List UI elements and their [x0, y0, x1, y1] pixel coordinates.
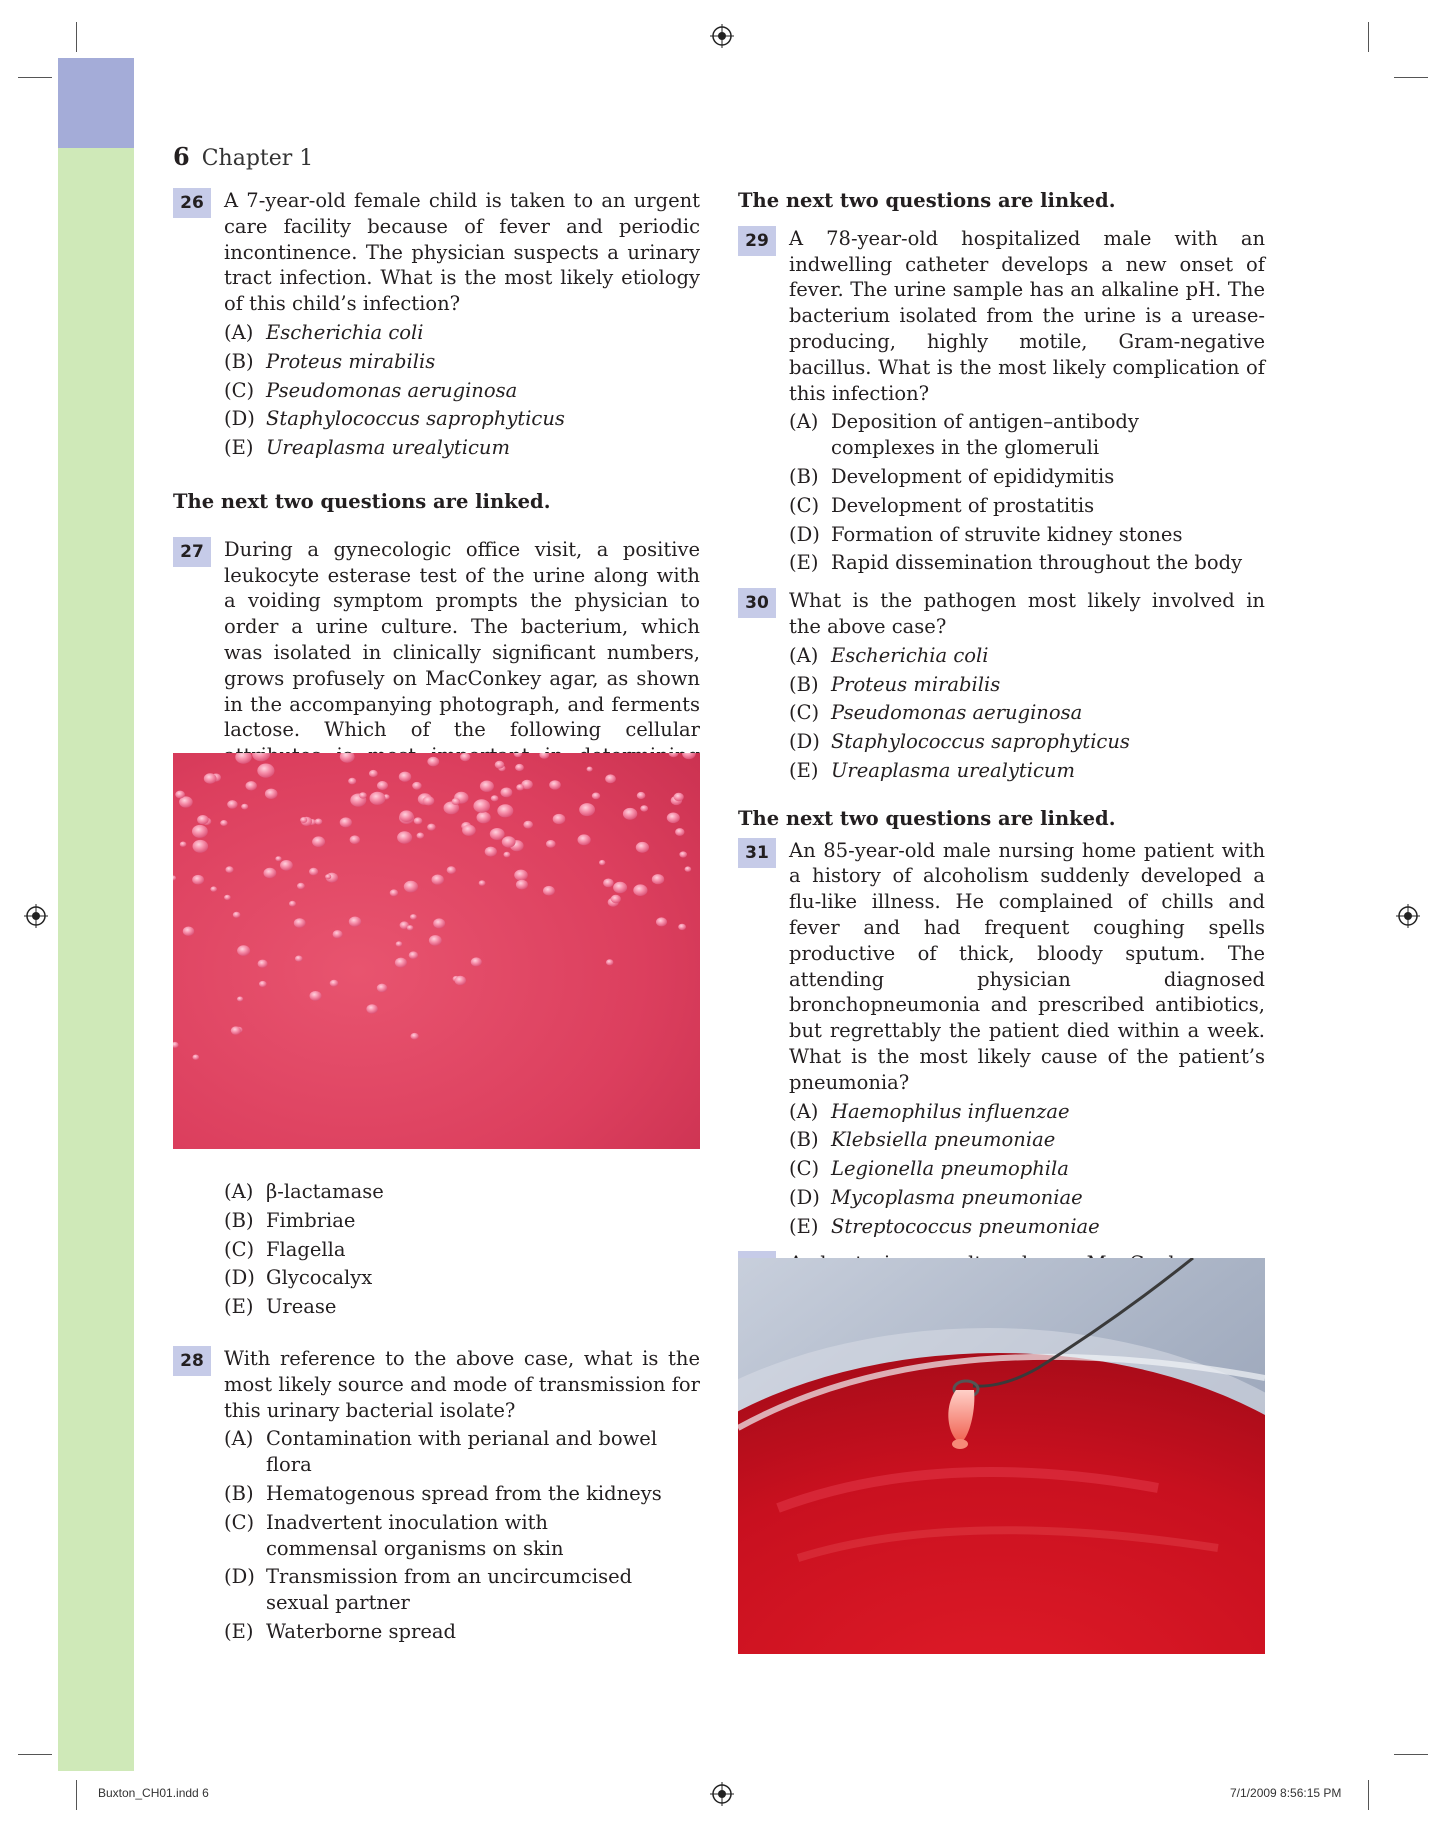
answer-option: (B) Proteus mirabilis	[789, 672, 1001, 696]
question-30	[738, 588, 1265, 784]
crop-mark	[18, 77, 52, 78]
running-header	[173, 142, 313, 171]
chapter-label: Chapter 1	[201, 146, 314, 171]
answer-option: (E) Ureaplasma urealyticum	[224, 436, 510, 460]
answer-options	[789, 643, 1265, 784]
question-number-badge: 28	[173, 1346, 211, 1376]
answer-options	[224, 1426, 700, 1644]
question-number-badge: 29	[738, 226, 776, 256]
registration-mark-icon	[24, 904, 48, 928]
left-column	[173, 188, 700, 823]
linked-questions-note: The next two questions are linked.	[738, 189, 1116, 212]
answer-option: (E) Streptococcus pneumoniae	[789, 1214, 1100, 1238]
question-stem: What is the pathogen most likely involved in the above case?	[789, 589, 1265, 638]
registration-mark-icon	[710, 1782, 734, 1806]
answer-option: (E) Urease	[224, 1295, 337, 1319]
question-stem: A 78-year-old hospitalized male with an indwelling catheter develops a new onset of fever. The urine sample has an alkaline pH. The bacterium isolated from the urine is a urease-producing, highly motile, Gram-negative bacillus. What is the most likely complication of this infection?	[789, 226, 1265, 405]
question-31	[738, 838, 1265, 1240]
answer-option: (E) Ureaplasma urealyticum	[789, 758, 1075, 782]
registration-mark-icon	[1396, 904, 1420, 928]
answer-option: (E) Waterborne spread	[224, 1619, 456, 1643]
answer-option: (D) Mycoplasma pneumoniae	[789, 1185, 1083, 1209]
answer-option: (C) Pseudomonas aeruginosa	[224, 378, 518, 402]
answer-options	[224, 1179, 700, 1320]
page-number: 6	[173, 142, 190, 171]
answer-option: (D) Transmission from an uncircumcised sexual partner	[224, 1565, 633, 1615]
linked-questions-note: The next two questions are linked.	[738, 806, 1116, 830]
slug-file-name: Buxton_CH01.indd 6	[98, 1786, 209, 1800]
question-29	[738, 226, 1265, 576]
answer-option: (C) Legionella pneumophila	[789, 1157, 1069, 1181]
crop-mark	[1394, 77, 1428, 78]
crop-mark	[1394, 1754, 1428, 1755]
answer-option: (B) Development of epididymitis	[789, 464, 1115, 488]
crop-mark	[1368, 1780, 1369, 1810]
answer-options	[224, 320, 700, 461]
answer-option: (B) Proteus mirabilis	[224, 349, 436, 373]
answer-option: (C) Development of prostatitis	[789, 493, 1095, 517]
question-number-badge: 26	[173, 188, 211, 218]
left-column-continued	[173, 1176, 700, 1645]
answer-option: (D) Glycocalyx	[224, 1266, 373, 1290]
crop-mark	[76, 1780, 77, 1810]
answer-option: (D) Staphylococcus saprophyticus	[789, 730, 1130, 754]
margin-color-tab	[58, 58, 134, 148]
question-26	[173, 188, 700, 461]
answer-option: (D) Formation of struvite kidney stones	[789, 522, 1183, 546]
answer-option: (E) Rapid dissemination throughout the body	[789, 551, 1243, 575]
right-column	[738, 188, 1265, 1408]
answer-option: (B) Hematogenous spread from the kidneys	[224, 1481, 662, 1505]
slug-timestamp: 7/1/2009 8:56:15 PM	[1230, 1786, 1342, 1800]
answer-option: (B) Klebsiella pneumoniae	[789, 1128, 1056, 1152]
question-stem: With reference to the above case, what is the most likely source and mode of transmission for this urinary bacterial isolate?	[224, 1346, 700, 1422]
question-number-badge: 31	[738, 838, 776, 868]
answer-option: (C) Flagella	[224, 1237, 346, 1261]
crop-mark	[76, 22, 77, 52]
crop-mark	[1368, 22, 1369, 52]
linked-questions-note: The next two questions are linked.	[173, 489, 551, 513]
margin-color-bar	[58, 58, 134, 1771]
question-28	[173, 1346, 700, 1645]
question-stem: During a gynecologic office visit, a positive leukocyte esterase test of the urine along with a voiding symptom prompts the physician to order a urine culture. The bacterium, which was isolated in clinically significant numbers, grows profusely on MacConkey agar, as shown in the accompanying photograph, and ferments lactose. Which of the following cellular	[224, 537, 700, 742]
answer-option: (A) Haemophilus influenzae	[789, 1099, 1070, 1123]
answer-options	[789, 409, 1265, 576]
question-stem: An 85-year-old male nursing home patient with a history of alcoholism suddenly developed a flu-like illness. He complained of chills and fever and had frequent coughing spells productive of thick, bloody sputum. The attending physician diagnosed bronchopneumonia and prescribed antibiotics, but regrettably the patient died within a week. What is the most likely cause of the patient’s pneumonia?	[789, 838, 1265, 1094]
mucoid-colony-loop-photo	[738, 1258, 1265, 1654]
macconkey-agar-colonies-photo	[173, 753, 700, 1149]
answer-options	[789, 1099, 1265, 1240]
answer-option: (A) β-lactamase	[224, 1180, 384, 1203]
answer-option: (C) Pseudomonas aeruginosa	[789, 701, 1083, 725]
answer-option: (A) Escherichia coli	[224, 320, 424, 344]
registration-mark-icon	[710, 24, 734, 48]
answer-option: (A) Contamination with perianal and bowel flora	[224, 1427, 658, 1477]
answer-option: (A) Escherichia coli	[789, 643, 989, 667]
answer-option: (D) Staphylococcus saprophyticus	[224, 407, 565, 431]
question-stem: A 7-year-old female child is taken to an urgent care facility because of fever and periodic incontinence. The physician suspects a urinary tract infection. What is the most likely etiology of this child’s infection?	[224, 189, 700, 316]
question-number-badge: 27	[173, 537, 211, 567]
crop-mark	[18, 1754, 52, 1755]
question-number-badge: 30	[738, 588, 776, 618]
answer-option: (B) Fimbriae	[224, 1208, 356, 1232]
question-27-options	[173, 1179, 700, 1320]
answer-option: (C) Inadvertent inoculation with commensal organisms on skin	[224, 1510, 564, 1560]
answer-option: (A) Deposition of antigen–antibody complexes in the glomeruli	[789, 410, 1139, 460]
